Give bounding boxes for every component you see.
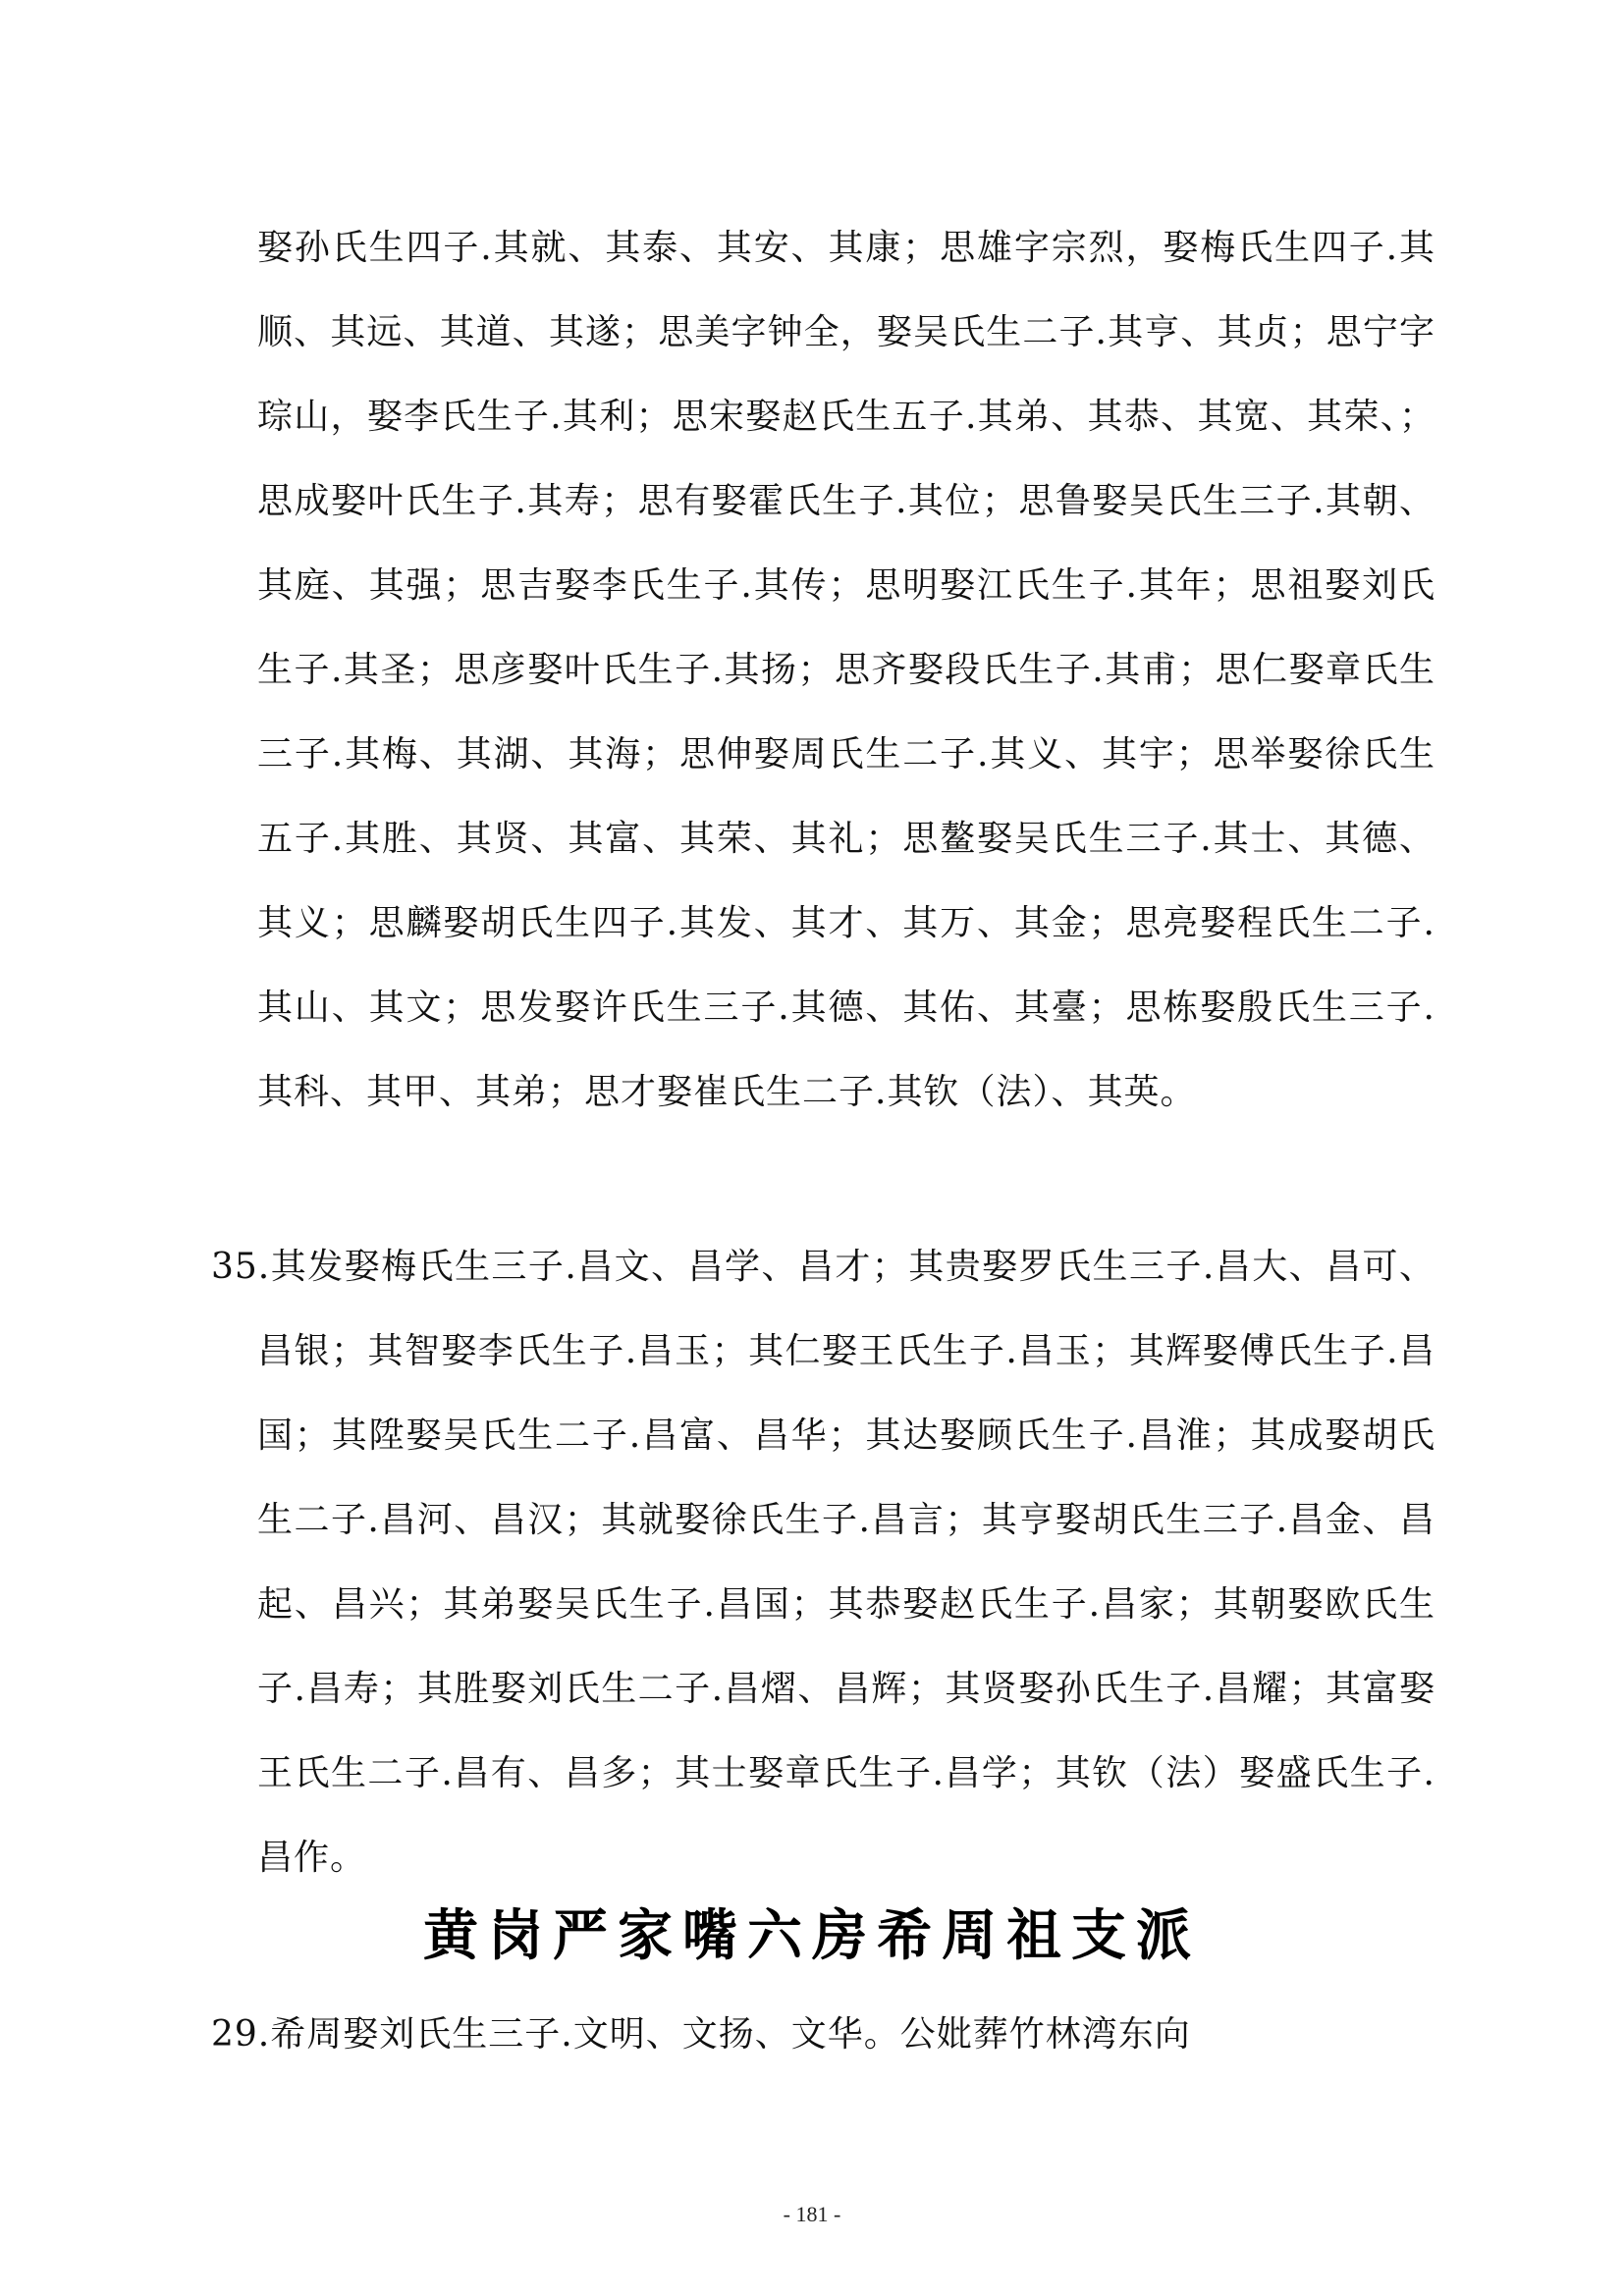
entry-number: 29. — [211, 2014, 271, 2055]
section-heading: 黄岗严家嘴六房希周祖支派 — [423, 1904, 1201, 1968]
entry-text: 其发娶梅氏生三子.昌文、昌学、昌才；其贵娶罗氏生三子.昌大、昌可、昌银；其智娶李氏生子.昌玉；其仁娶王氏生子.昌玉；其辉娶傅氏生子.昌国；其陞娶吴氏生二子.昌富、昌华；其达娶顾氏生子.昌淮；其成娶胡氏生二子.昌河、昌汉；其就娶徐氏生子.昌言；其亨娶胡氏生三子.昌金、昌起、昌兴；其弟娶吴氏生子.昌国；其恭娶赵氏生子.昌家；其朝娶欧氏生子.昌寿；其胜娶刘氏生二子.昌熠、昌辉；其贤娶孙氏生子.昌耀；其富娶王氏生二子.昌有、昌多；其士娶章氏生子.昌学；其钦（法）娶盛氏生子.昌作。 — [257, 1247, 1435, 1878]
paragraph-text: 娶孙氏生四子.其就、其泰、其安、其康；思雄字宗烈，娶梅氏生四子.其顺、其远、其道、其遂；思美字钟全，娶吴氏生二子.其亨、其贞；思宁字琮山，娶李氏生子.其利；思宋娶赵氏生五子.其弟、其恭、其宽、其荣、；思成娶叶氏生子.其寿；思有娶霍氏生子.其位；思鲁娶吴氏生三子.其朝、其庭、其强；思吉娶李氏生子.其传；思明娶江氏生子.其年；思祖娶刘氏生子.其圣；思彦娶叶氏生子.其扬；思齐娶段氏生子.其甫；思仁娶章氏生三子.其梅、其湖、其海；思伸娶周氏生二子.其义、其宇；思举娶徐氏生五子.其胜、其贤、其富、其荣、其礼；思鳌娶吴氏生三子.其士、其德、其义；思麟娶胡氏生四子.其发、其才、其万、其金；思亮娶程氏生二子.其山、其文；思发娶许氏生三子.其德、其佑、其臺；思栋娶殷氏生三子.其科、其甲、其弟；思才娶崔氏生二子.其钦（法）、其英。 — [257, 228, 1435, 1112]
entry-text: 希周娶刘氏生三子.文明、文扬、文华。公妣葬竹林湾东向 — [270, 2014, 1191, 2055]
page-number: - 181 - — [783, 2202, 841, 2226]
genealogy-entry-29 — [211, 1993, 1435, 2077]
genealogy-entry-35 — [211, 1225, 1435, 1900]
genealogy-paragraph-continuation — [257, 206, 1435, 1135]
entry-number: 35. — [211, 1247, 271, 1287]
